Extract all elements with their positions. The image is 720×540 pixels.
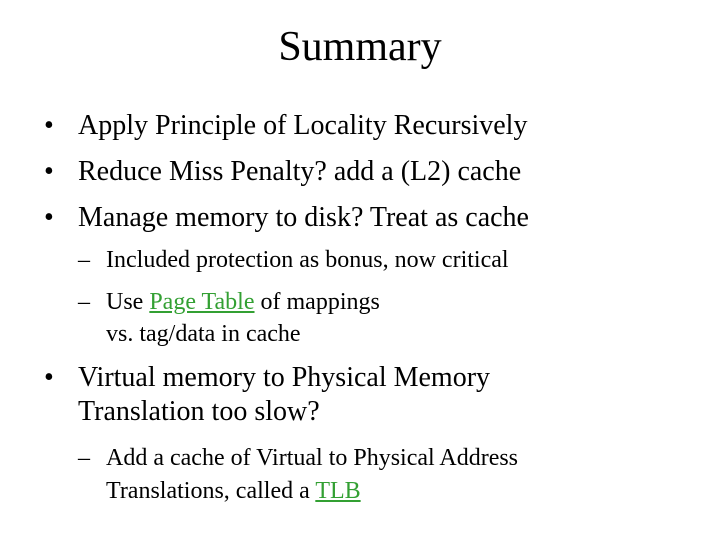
sub-bullet-item — [78, 444, 518, 472]
dash-icon: – — [78, 247, 90, 273]
bullet-item — [44, 362, 490, 394]
sub-bullet-text-suffix: of mappings — [254, 289, 380, 315]
sub-bullet-text: Included protection as bonus, now critical — [106, 247, 509, 273]
page-table-link[interactable]: Page Table — [149, 289, 255, 315]
sub-bullet-text: Add a cache of Virtual to Physical Address — [106, 445, 519, 471]
bullet-dot-icon: • — [44, 362, 54, 393]
dash-icon: – — [78, 289, 90, 315]
tlb-link[interactable]: TLB — [315, 478, 361, 504]
bullet-text: Reduce Miss Penalty? add a (L2) cache — [78, 156, 522, 187]
dash-icon: – — [78, 445, 90, 471]
bullet-continuation: Translation too slow? — [78, 396, 320, 427]
bullet-text: Virtual memory to Physical Memory — [78, 362, 491, 393]
bullet-item — [44, 202, 529, 234]
sub-bullet-continuation: vs. tag/data in cache — [106, 321, 301, 347]
sub-bullet-item — [78, 288, 380, 316]
sub-bullet-text-prefix: Translations, called a — [106, 478, 316, 504]
bullet-text: Apply Principle of Locality Recursively — [78, 110, 528, 141]
bullet-dot-icon: • — [44, 156, 54, 187]
bullet-text: Manage memory to disk? Treat as cache — [78, 202, 529, 233]
sub-bullet-item — [78, 246, 509, 274]
sub-bullet-continuation — [106, 477, 361, 505]
bullet-dot-icon: • — [44, 202, 54, 233]
bullet-item — [44, 156, 521, 188]
bullet-dot-icon: • — [44, 110, 54, 141]
slide-title: Summary — [278, 24, 442, 70]
bullet-item — [44, 110, 527, 142]
sub-bullet-text-prefix: Use — [106, 289, 150, 315]
